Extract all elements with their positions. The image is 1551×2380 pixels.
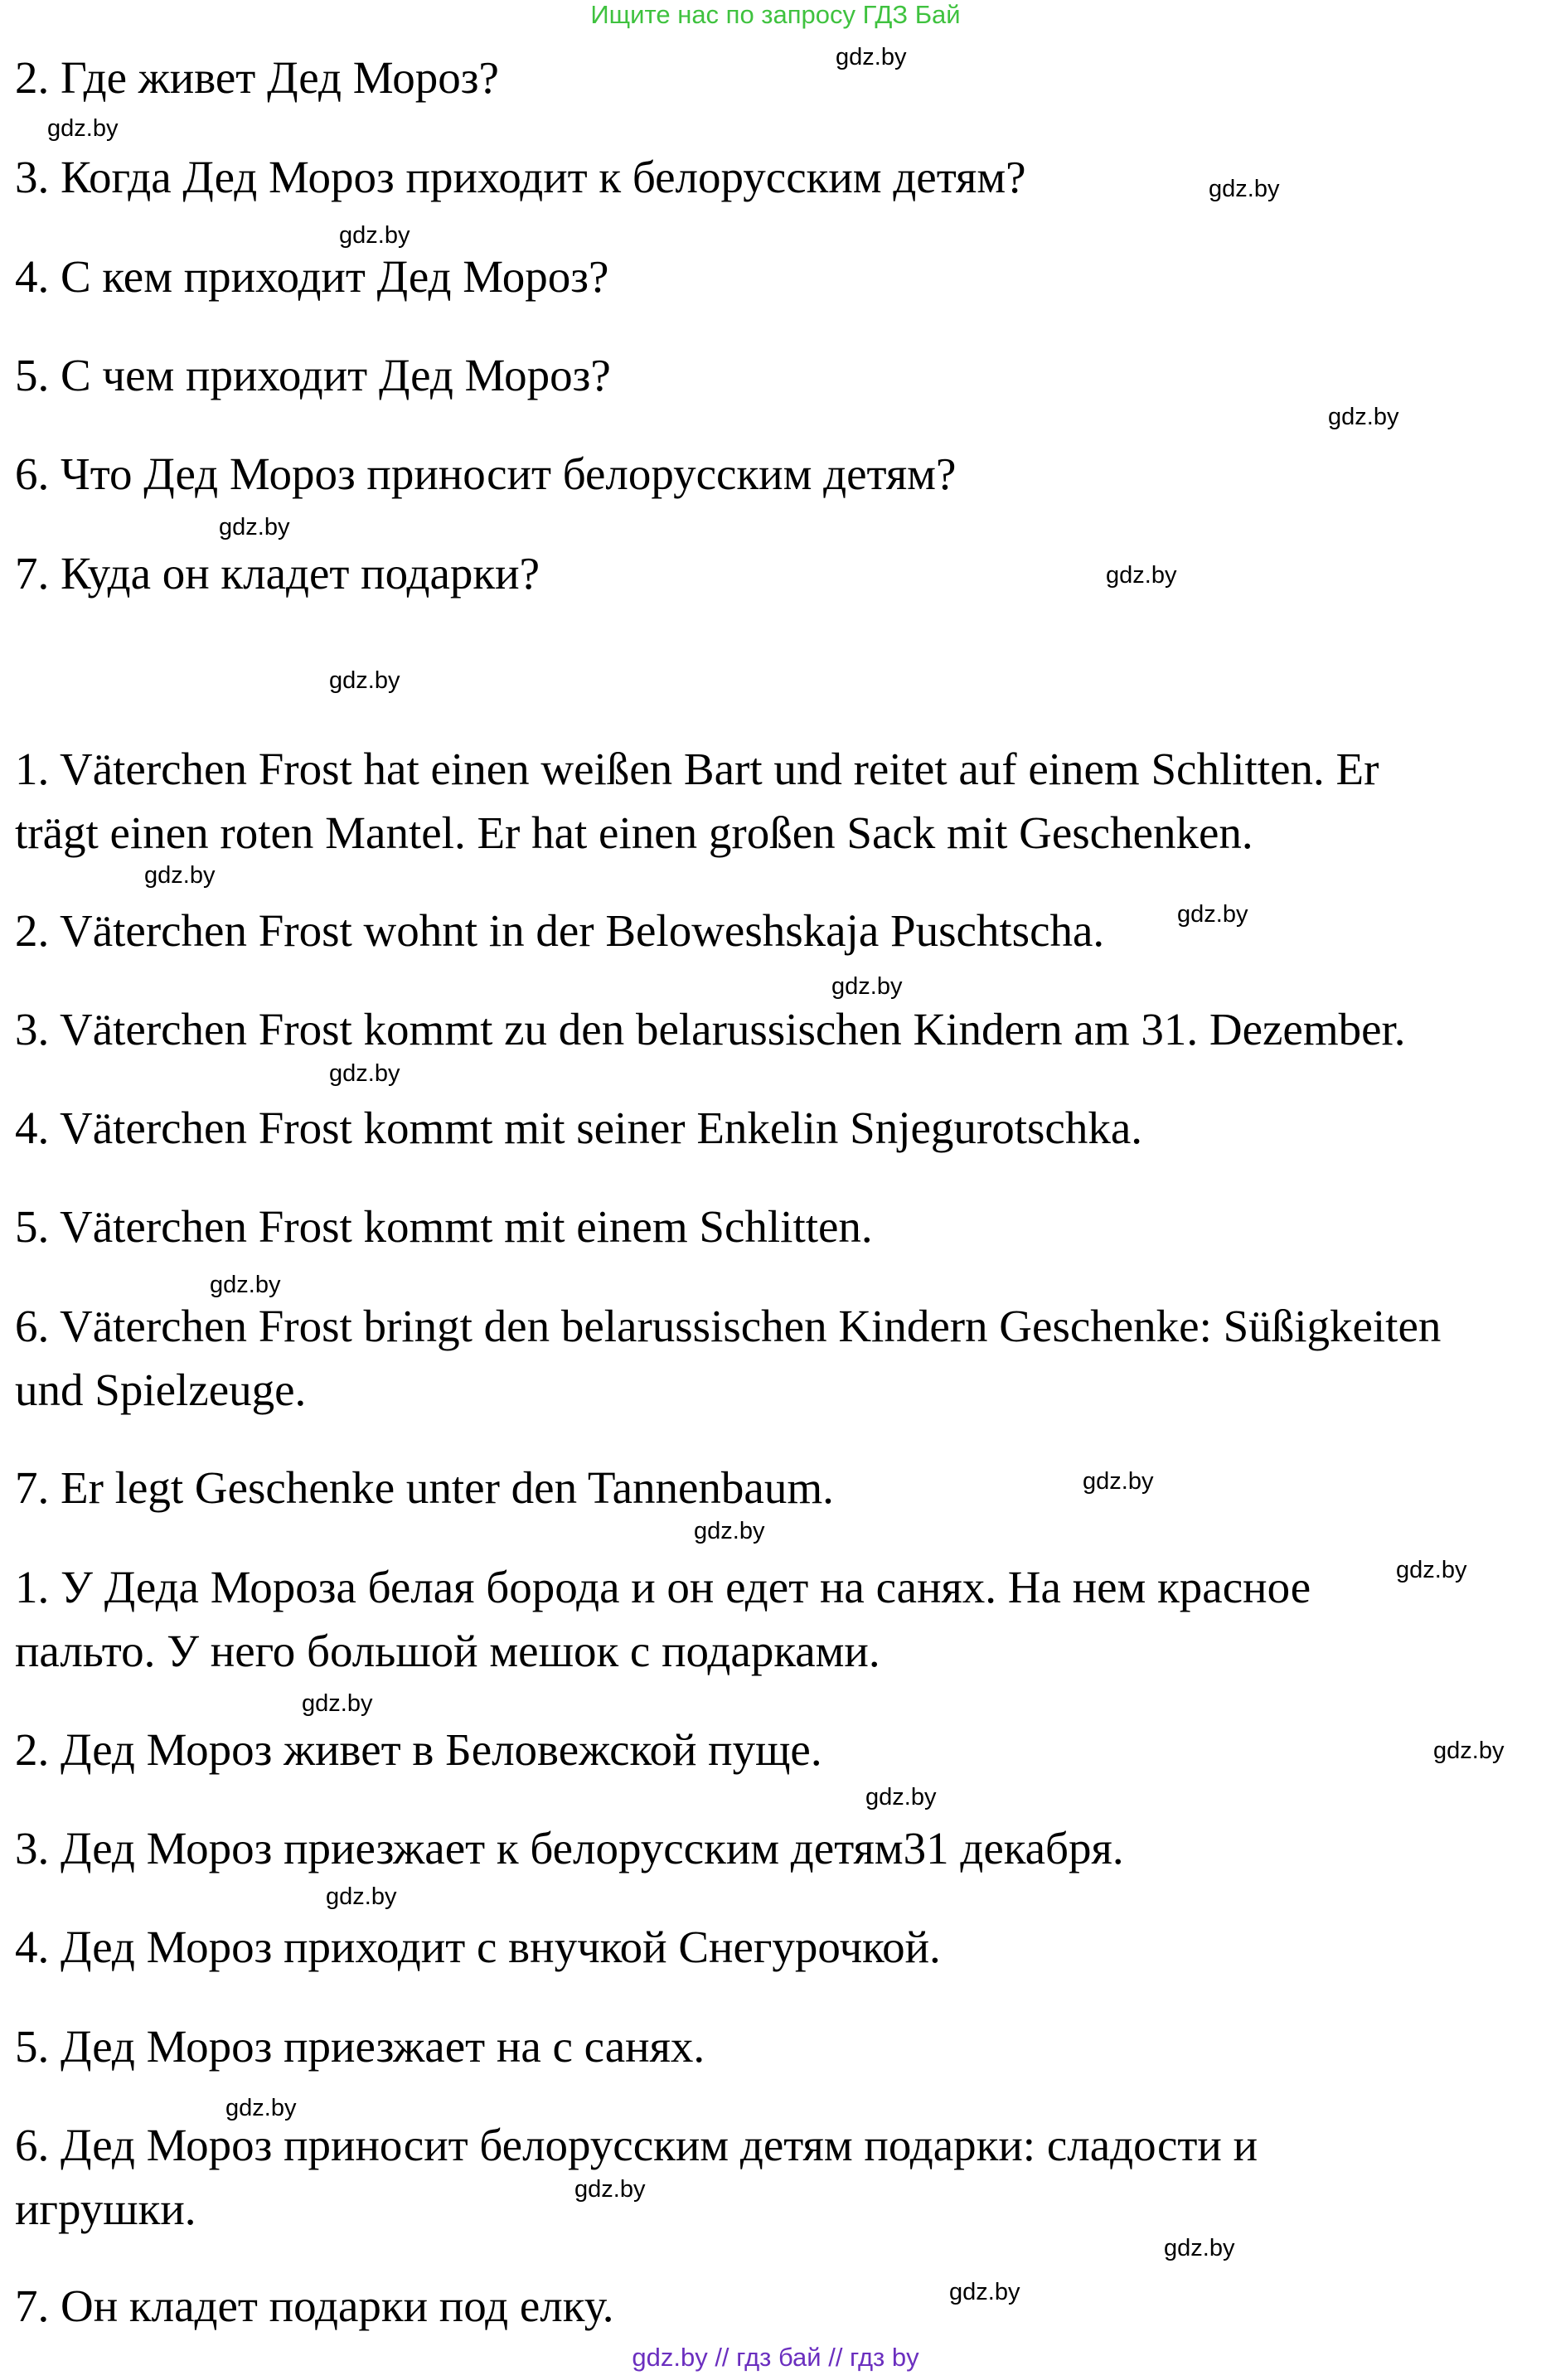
answer-ru-line: пальто. У него большой мешок с подарками. [15, 1626, 880, 1676]
watermark: gdz.by [1209, 176, 1280, 202]
watermark: gdz.by [219, 514, 290, 540]
footer-watermark: gdz.by // гдз бай // гдз by [632, 2343, 919, 2372]
question-line: 4. С кем приходит Дед Мороз? [15, 251, 609, 302]
watermark: gdz.by [1396, 1557, 1467, 1583]
watermark: gdz.by [1164, 2235, 1235, 2261]
watermark: gdz.by [694, 1518, 765, 1544]
answer-ru-line: 7. Он кладет подарки под елку. [15, 2281, 614, 2331]
top-banner: Ищите нас по запросу ГДЗ Бай [590, 0, 961, 29]
watermark: gdz.by [329, 667, 400, 694]
answer-ru-line: 2. Дед Мороз живет в Беловежской пуще. [15, 1724, 822, 1775]
watermark: gdz.by [1328, 404, 1399, 430]
answer-de-line: 4. Väterchen Frost kommt mit seiner Enkelin Snjegurotschka. [15, 1103, 1142, 1153]
answer-de-line: trägt einen roten Mantel. Er hat einen großen Sack mit Geschenken. [15, 807, 1253, 858]
watermark: gdz.by [225, 2095, 297, 2121]
answer-de-line: 1. Väterchen Frost hat einen weißen Bart und reitet auf einem Schlitten. Er [15, 744, 1379, 794]
question-line: 5. С чем приходит Дед Мороз? [15, 350, 611, 400]
answer-de-line: und Spielzeuge. [15, 1365, 307, 1415]
answer-de-line: 6. Väterchen Frost bringt den belarussischen Kindern Geschenke: Süßigkeiten [15, 1301, 1442, 1351]
watermark: gdz.by [210, 1272, 281, 1298]
watermark: gdz.by [47, 115, 119, 142]
watermark: gdz.by [1106, 562, 1177, 589]
answer-ru-line: 4. Дед Мороз приходит с внучкой Снегурочкой. [15, 1922, 941, 1972]
watermark: gdz.by [865, 1784, 937, 1810]
watermark: gdz.by [836, 44, 907, 70]
watermark: gdz.by [831, 973, 903, 1000]
watermark: gdz.by [574, 2176, 646, 2203]
answer-ru-line: 3. Дед Мороз приезжает к белорусским детям31 декабря. [15, 1823, 1124, 1873]
watermark: gdz.by [949, 2279, 1020, 2305]
watermark: gdz.by [144, 862, 216, 889]
answer-de-line: 2. Väterchen Frost wohnt in der Beloweshskaja Puschtscha. [15, 905, 1105, 956]
watermark: gdz.by [329, 1060, 400, 1087]
watermark: gdz.by [302, 1690, 373, 1717]
answer-ru-line: 5. Дед Мороз приезжает на с санях. [15, 2021, 705, 2072]
question-line: 2. Где живет Дед Мороз? [15, 52, 499, 103]
answer-ru-line: 6. Дед Мороз приносит белорусским детям подарки: сладости и [15, 2120, 1258, 2170]
watermark: gdz.by [339, 222, 410, 249]
answer-de-line: 7. Er legt Geschenke unter den Tannenbaum. [15, 1462, 834, 1513]
watermark: gdz.by [1433, 1738, 1505, 1764]
answer-de-line: 3. Väterchen Frost kommt zu den belarussischen Kindern am 31. Dezember. [15, 1004, 1406, 1054]
answer-ru-line: игрушки. [15, 2184, 196, 2234]
question-line: 6. Что Дед Мороз приносит белорусским детям? [15, 448, 957, 499]
watermark: gdz.by [1177, 901, 1248, 928]
answer-ru-line: 1. У Деда Мороза белая борода и он едет на санях. На нем красное [15, 1562, 1311, 1612]
question-line: 7. Куда он кладет подарки? [15, 548, 540, 599]
watermark: gdz.by [326, 1883, 397, 1910]
answer-de-line: 5. Väterchen Frost kommt mit einem Schlitten. [15, 1201, 873, 1252]
watermark: gdz.by [1083, 1468, 1154, 1495]
question-line: 3. Когда Дед Мороз приходит к белорусским детям? [15, 152, 1026, 202]
